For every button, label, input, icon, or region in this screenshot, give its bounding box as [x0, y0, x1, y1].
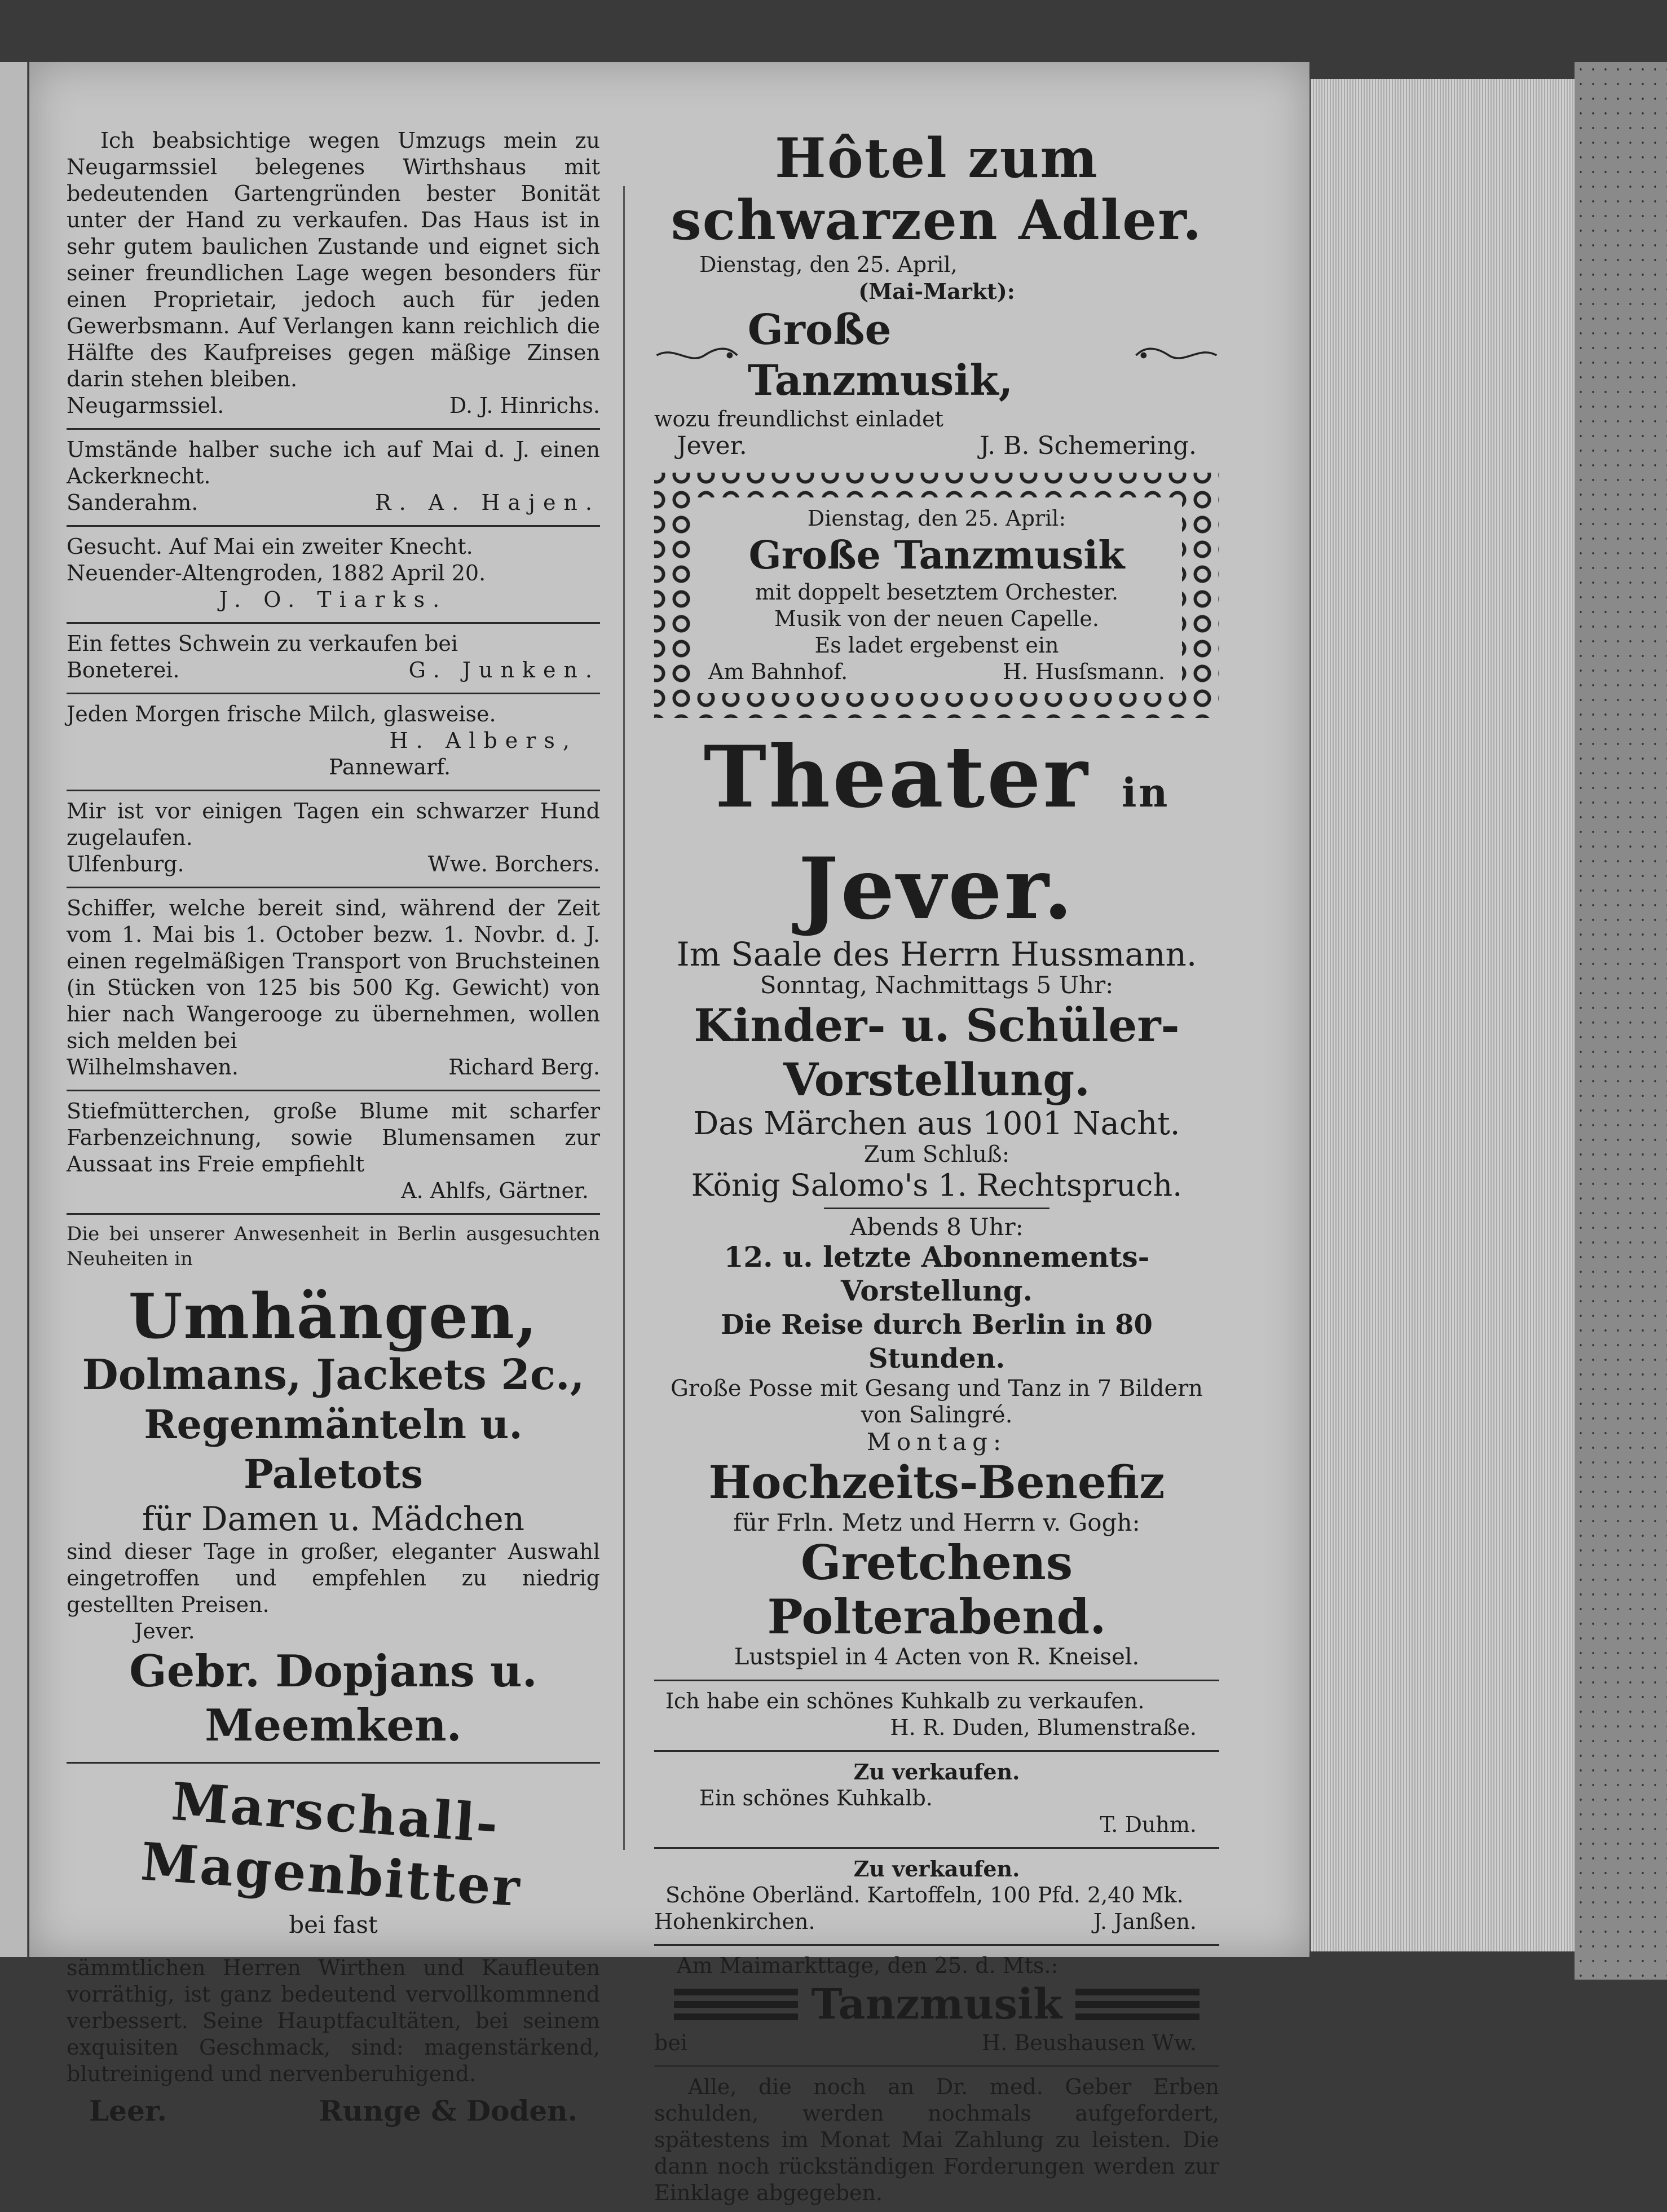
ad-stiefmuetterchen	[67, 1095, 600, 1210]
ad-kuhkalb-1	[654, 1685, 1219, 1747]
ad-hotel-adler	[654, 124, 1219, 465]
theater-time-1: Sonntag, Nachmittags 5 Uhr:	[760, 971, 1114, 999]
ad-intro: Die bei unserer Anwesenheit in Berlin ausgesuchten Neuheiten in	[67, 1223, 600, 1270]
theater-benefit-for: für Frln. Metz und Herrn v. Gogh:	[733, 1509, 1140, 1536]
ad-invite: wozu freundlichst einladet	[654, 407, 943, 431]
ad-signature: Wwe. Borchers.	[427, 852, 600, 876]
ad-music-line	[654, 305, 1219, 406]
ad-event: (Mai-Markt):	[858, 279, 1015, 304]
ad-music: Große Tanzmusik	[748, 533, 1125, 578]
ad-firm: Runge & Doden.	[319, 2094, 577, 2127]
ad-text: Mir ist vor einigen Tagen ein schwarzer Hund zugelaufen.	[67, 799, 600, 850]
ad-line: Musik von der neuen Capelle.	[774, 606, 1099, 631]
theater-time-2: Abends 8 Uhr:	[850, 1213, 1024, 1241]
ad-schiffer	[67, 892, 600, 1086]
flourish-left-icon	[654, 344, 740, 367]
ad-geber-erben	[654, 2070, 1219, 2212]
ad-headline-4: für Damen u. Mädchen	[142, 1500, 525, 1538]
ad-separator	[67, 1762, 600, 1764]
ad-separator	[67, 1090, 600, 1091]
ad-wirthshaus	[67, 124, 600, 425]
theater-play-4-desc: Lustspiel in 4 Acten von R. Kneisel.	[734, 1644, 1140, 1670]
ad-place: Leer.	[89, 2094, 167, 2127]
ad-signature: A. Ahlfs, Gärtner.	[401, 1178, 589, 1203]
ad-bahnhof	[708, 505, 1165, 685]
ad-date: Dienstag, den 25. April,	[699, 252, 958, 277]
ad-text: sämmtlichen Herren Wirthen und Kaufleuten vorräthig, ist ganz bedeutend vervollkommnend verbessert. Seine Hauptfacultäten, bei seinem exquisiten Geschmack, sind: magenstärkend, blutreinigend und nervenberuhigend.	[67, 1955, 600, 2086]
ad-line: mit doppelt besetztem Orchester.	[755, 580, 1119, 605]
ad-dateline: Neuender-Altengroden, 1882 April 20.	[67, 561, 486, 585]
ad-theater	[654, 726, 1219, 1676]
ad-signature: H. Husſsmann.	[1003, 659, 1165, 684]
theater-show-1a: Kinder- u. Schüler-	[694, 999, 1180, 1052]
ad-place: Jever.	[134, 1619, 195, 1643]
ad-signature: J. O. Tiarks.	[219, 587, 448, 612]
ad-firm: Gebr. Dopjans u. Meemken.	[129, 1646, 537, 1751]
ad-music: Große Tanzmusik,	[747, 306, 1013, 405]
ad-text: Alle, die noch an Dr. med. Geber Erben schulden, werden nochmals aufgefordert, spätestens im Monat Mai Zahlung zu leisten. Die dann noch rückständigen Forderungen werden zur Einklage abgegeben.	[654, 2074, 1219, 2205]
theater-play-1: Das Märchen aus 1001 Nacht.	[693, 1105, 1180, 1142]
ad-signature: J. Janßen.	[1093, 1909, 1197, 1934]
ad-line: Es ladet ergebenst ein	[814, 633, 1059, 658]
ad-text: Ein fettes Schwein zu verkaufen bei	[67, 631, 458, 656]
ad-separator	[654, 1847, 1219, 1849]
ad-signature: J. B. Schemering.	[979, 431, 1197, 460]
ad-text: Stiefmütterchen, große Blume mit scharfer Farbenzeichnung, sowie Blumensamen zur Aussaat ins Freie empfiehlt	[67, 1099, 600, 1176]
theater-finale-label: Zum Schluß:	[863, 1142, 1010, 1167]
theater-play-3: Die Reise durch Berlin in 80 Stunden.	[721, 1309, 1153, 1374]
ad-place: Am Bahnhof.	[708, 659, 848, 684]
ad-heading: Zu verkaufen.	[853, 1759, 1020, 1784]
title-in: in	[1121, 769, 1170, 816]
ad-place: Ulfenburg.	[67, 852, 184, 876]
ad-separator	[67, 1213, 600, 1215]
ad-text: Ein schönes Kuhkalb.	[699, 1786, 933, 1810]
ad-intro: Am Maimarkttage, den 25. d. Mts.:	[677, 1953, 1059, 1978]
theater-play-3-desc-2: von Salingré.	[861, 1402, 1013, 1428]
ad-schwein	[67, 627, 600, 689]
flourish-right-icon	[1134, 344, 1219, 367]
ad-text: Schöne Oberländ. Kartoffeln, 100 Pfd. 2,40 Mk.	[665, 1883, 1184, 1907]
ad-music: Tanzmusik	[811, 1980, 1062, 2029]
ad-kartoffeln	[654, 1852, 1219, 1941]
ad-hund	[67, 795, 600, 883]
ad-headline-2: Dolmans, Jackets 2c.,	[82, 1351, 585, 1399]
ad-ackerknecht	[67, 433, 600, 522]
ad-maimarkt	[654, 1949, 1219, 2062]
ad-text: Ich beabsichtige wegen Umzugs mein zu Neugarmssiel belegenes Wirthshaus mit bedeutenden Gartengründen bester Bonität unter der Hand zu verkaufen. Das Haus ist in sehr gutem baulichen Zustande und eignet sich seiner freundlichen Lage wegen besonders für einen Proprietair, jedoch auch für jeden Gewerbsmann. Auf Verlangen kann reichlich die Hälfte des Kaufpreises gegen mäßige Zinsen darin stehen bleiben.	[67, 128, 600, 391]
ad-magenbitter	[67, 1767, 600, 2135]
ad-separator	[67, 525, 600, 527]
ad-text: Schiffer, welche bereit sind, während der Zeit vom 1. Mai bis 1. October bezw. 1. Novbr. d. J. einen regelmäßigen Transport von Bruchsteinen (in Stücken von 125 bis 500 Kg. Gewicht) von hier nach Wangerooge zu übernehmen, wollen sich melden bei	[67, 896, 600, 1053]
ad-separator	[654, 1750, 1219, 1752]
ad-title: Hôtel zum schwarzen Adler.	[671, 126, 1203, 252]
ad-place: Neugarmssiel.	[67, 393, 224, 418]
ad-place: Sanderahm.	[67, 490, 199, 515]
ad-signature: D. J. Hinrichs.	[449, 393, 600, 418]
theater-play-2: König Salomo's 1. Rechtspruch.	[691, 1167, 1183, 1203]
ad-text: Ich habe ein schönes Kuhkalb zu verkaufen.	[665, 1689, 1145, 1713]
theater-play-4: Gretchens Polterabend.	[767, 1535, 1106, 1645]
ad-title	[654, 729, 1219, 937]
ad-signature: H. Beushausen Ww.	[982, 2030, 1197, 2055]
ad-milch	[67, 698, 600, 786]
theater-show-2: 12. u. letzte Abonnements-Vorstellung.	[724, 1240, 1150, 1307]
left-column	[67, 124, 600, 2135]
ad-place: Pannewarf.	[328, 755, 451, 779]
column-divider	[623, 186, 625, 1850]
ad-place: Jever.	[677, 431, 747, 460]
book-cover	[1575, 62, 1667, 1980]
ad-title: Marschall-Magenbitter	[139, 1770, 523, 1919]
right-column	[654, 124, 1219, 2212]
theater-separator	[824, 1208, 1050, 1209]
ad-place: Hohenkirchen.	[654, 1909, 815, 1934]
ad-text: Umstände halber suche ich auf Mai d. J. einen Ackerknecht.	[67, 437, 600, 488]
ad-separator	[654, 1944, 1219, 1946]
ad-signature: H. R. Duden, Blumenstraße.	[890, 1715, 1197, 1740]
ad-headline-3: Regenmänteln u. Paletots	[144, 1401, 523, 1497]
ad-text: sind dieser Tage in großer, eleganter Auswahl eingetroffen und empfehlen zu niedrig gestellten Preisen.	[67, 1539, 600, 1617]
ad-separator	[67, 790, 600, 791]
ad-umhaengen	[67, 1218, 600, 1759]
theater-show-1b: Vorstellung.	[783, 1053, 1091, 1106]
ad-knecht	[67, 530, 600, 619]
ad-text: Jeden Morgen frische Milch, glasweise.	[67, 702, 496, 726]
ad-separator	[654, 2065, 1219, 2067]
ad-kuhkalb-2	[654, 1755, 1219, 1844]
title-theater: Theater	[703, 728, 1090, 827]
decorative-bars-right	[1075, 1989, 1199, 2020]
ad-separator	[67, 622, 600, 624]
ad-music-line	[654, 1979, 1219, 2030]
ad-bahnhof-frame	[654, 473, 1219, 718]
theater-benefit: Hochzeits-Benefiz	[708, 1456, 1165, 1509]
ad-signature: T. Duhm.	[1100, 1812, 1197, 1837]
ad-separator	[654, 1680, 1219, 1681]
ad-subtitle: bei fast	[289, 1911, 378, 1938]
book-page-edges	[1309, 79, 1576, 1951]
ad-place: Boneterei.	[67, 658, 180, 682]
ad-signature: Richard Berg.	[448, 1055, 600, 1079]
theater-monday: Montag:	[866, 1428, 1007, 1456]
ad-date: Dienstag, den 25. April:	[807, 506, 1066, 531]
ad-signature: R. A. Hajen.	[375, 490, 600, 515]
ad-signature: G. Junken.	[408, 658, 600, 682]
ad-separator	[67, 428, 600, 430]
title-jever: Jever.	[798, 839, 1075, 938]
ad-bei: bei	[654, 2030, 687, 2055]
ad-text: Gesucht. Auf Mai ein zweiter Knecht.	[67, 534, 473, 559]
ad-heading: Zu verkaufen.	[853, 1856, 1020, 1881]
theater-venue: Im Saale des Herrn Hussmann.	[676, 935, 1197, 973]
previous-page-edge	[0, 62, 28, 1957]
ad-place: Wilhelmshaven.	[67, 1055, 239, 1079]
ad-signature: H. Albers,	[389, 728, 577, 753]
theater-play-3-desc-1: Große Posse mit Gesang und Tanz in 7 Bildern	[670, 1376, 1203, 1402]
ad-headline-1: Umhängen,	[128, 1280, 539, 1352]
decorative-bars-left	[674, 1989, 798, 2020]
ad-separator	[67, 887, 600, 888]
ad-separator	[67, 693, 600, 694]
